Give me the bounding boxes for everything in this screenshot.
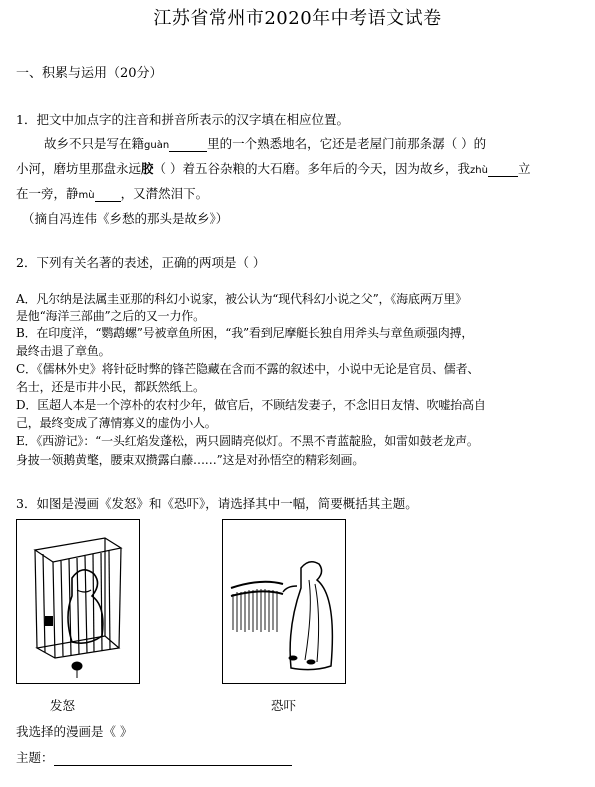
blank-guan[interactable]	[169, 136, 207, 152]
q2-option-line: 身披一领鹅黄氅，腰束双攒露白藤……”这是对孙悟空的精彩刻画。	[16, 453, 365, 467]
blank-zhu[interactable]	[488, 161, 518, 177]
dotted-char: 㬵	[141, 161, 154, 176]
theme-line	[16, 748, 292, 766]
q1-line2-text-b: （ ）着五谷杂粮的大石磨。多年后的今天，因为故乡，我	[153, 161, 471, 176]
q1-line1-text-c: （ ）的	[444, 136, 487, 151]
pinyin-mu: mù	[78, 190, 95, 201]
section-heading: 一、积累与运用（20分）	[16, 66, 163, 81]
pinyin-zhu: zhù	[470, 165, 488, 176]
q2-option-line: 最终击退了章鱼。	[16, 344, 111, 358]
q2-stem: 2．下列有关名著的表述，正确的两项是（ ）	[16, 255, 266, 270]
q1-line-1	[44, 134, 486, 152]
q2-option-line: A．凡尔纳是法属圭亚那的科幻小说家，被公认为“现代科幻小说之父”，《海底两万里》	[16, 292, 467, 306]
cartoon-anger	[16, 519, 140, 684]
pinyin-guan: guàn	[144, 140, 170, 151]
theme-label: 主题：	[16, 750, 54, 765]
lock-icon	[45, 616, 53, 626]
q2-option-line: 名士，还是市井小民，都跃然纸上。	[16, 380, 205, 394]
q2-option-line: 是他“海洋三部曲”之后的又一力作。	[16, 309, 205, 323]
q1-stem: 1．把文中加点字的注音和拼音所表示的汉字填在相应位置。	[16, 112, 349, 127]
choice-line[interactable]: 我选择的漫画是《 》	[16, 724, 133, 739]
q1-line-3	[16, 184, 208, 202]
q1-line1-text-b: 里的一个熟悉地名，它还是老屋门前那条潺	[207, 136, 445, 151]
q3-stem: 3．如图是漫画《发怒》和《恐吓》，请选择其中一幅，简要概括其主题。	[16, 496, 418, 511]
q2-option-line: B．在印度洋，“鹦鹉螺”号被章鱼所困，“我”看到尼摩艇长独自用斧头与章鱼顽强肉搏，	[16, 326, 474, 340]
blank-mu[interactable]	[95, 186, 121, 202]
q1-line3-text-a: 在一旁，静	[16, 186, 79, 201]
q1-line-2	[16, 159, 530, 177]
q2-option-line: C．《儒林外史》将针砭时弊的锋芒隐藏在含而不露的叙述中，小说中无论是官员、儒者、	[16, 362, 480, 376]
cartoon-threat	[222, 519, 346, 684]
q1-line2-text-a: 小河，磨坊里那盘永远	[16, 161, 142, 176]
q1-line3-text-b: ，又潸然泪下。	[120, 186, 209, 201]
q1-source: （摘自冯连伟《乡愁的那头是故乡》）	[22, 211, 229, 226]
q1-line1-text-a: 故乡不只是写在籍	[44, 136, 145, 151]
caption-anger: 发怒	[50, 698, 76, 713]
q2-option-line: 己，最终变成了薄情寡义的虚伪小人。	[16, 416, 217, 430]
page-title: 江苏省常州市2020年中考语文试卷	[153, 8, 442, 29]
theme-answer-blank[interactable]	[54, 750, 292, 766]
q2-option-line: E．《西游记》：“一头红焰发蓬松，两只圆睛亮似灯。不黑不青蓝靛脸，如雷如鼓老龙声。	[16, 434, 479, 448]
q1-line2-text-c: 立	[517, 161, 531, 176]
caption-threat: 恐吓	[271, 698, 297, 713]
cartoon-threat-drawing	[223, 520, 345, 683]
cartoon-anger-drawing	[17, 520, 139, 683]
q2-option-line: D．匡超人本是一个淳朴的农村少年，做官后，不顾结发妻子，不念旧日友情、吹嘘抬高自	[16, 398, 486, 412]
